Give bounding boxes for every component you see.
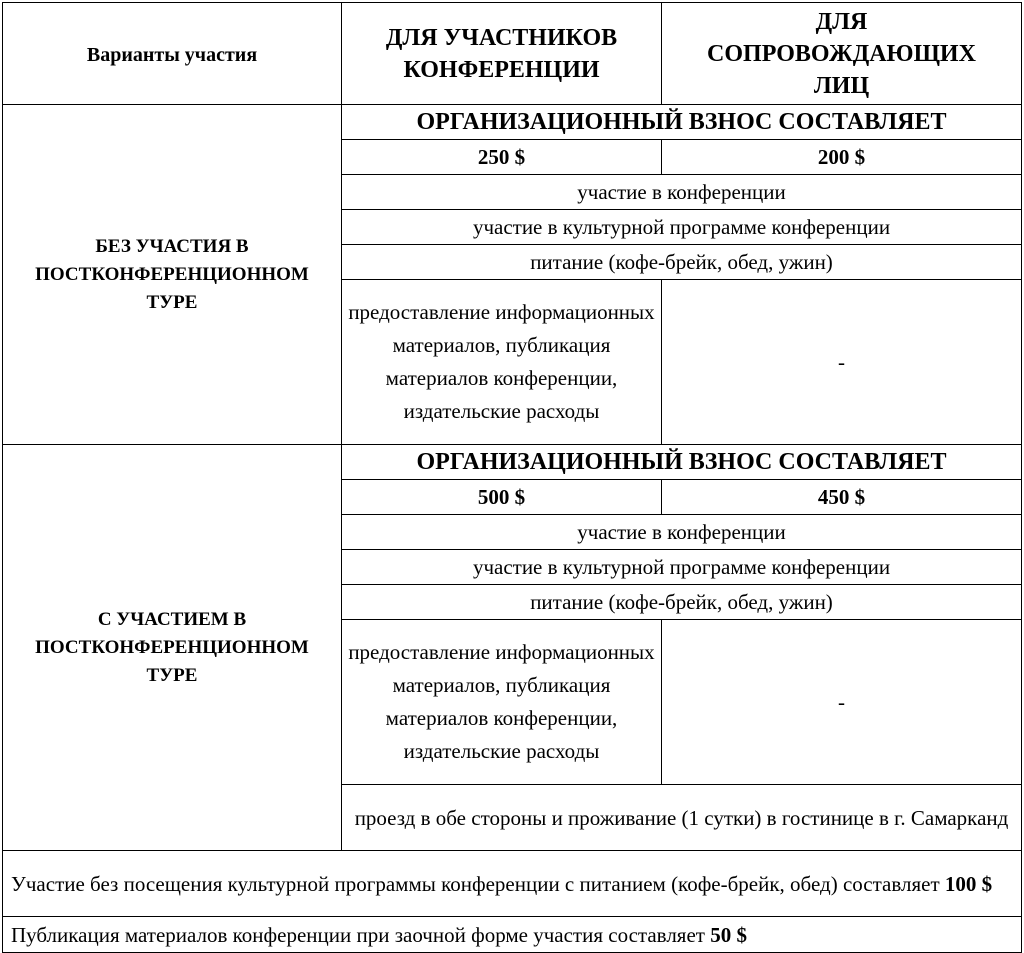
s2-fee-title-row xyxy=(3,445,1022,480)
note1-text: Участие без посещения культурной программы конференции с питанием (кофе-брейк, обед) составляет xyxy=(11,871,945,896)
s2-price-participants: 500 $ xyxy=(342,480,662,515)
s1-item-conference: участие в конференции xyxy=(342,175,1022,210)
s2-option-label: С УЧАСТИЕМ В ПОСТКОНФЕРЕНЦИОННОМ ТУРЕ xyxy=(3,445,342,851)
s1-price-participants: 250 $ xyxy=(342,140,662,175)
s2-item-materials: предоставление информационных материалов, публикация материалов конференции, издательские расходы xyxy=(342,620,662,785)
note2 xyxy=(3,917,1022,953)
header-options: Варианты участия xyxy=(3,3,342,105)
note2-row xyxy=(3,917,1022,953)
fee-table xyxy=(2,2,1022,953)
s2-price-companions: 450 $ xyxy=(662,480,1022,515)
note2-text: Публикация материалов конференции при заочной форме участия составляет xyxy=(11,922,711,947)
header-row xyxy=(3,3,1022,105)
note1-amount: 100 $ xyxy=(944,871,993,896)
note1-row xyxy=(3,851,1022,917)
s1-fee-title: ОРГАНИЗАЦИОННЫЙ ВЗНОС СОСТАВЛЯЕТ xyxy=(342,105,1022,140)
s1-item-materials-companions: - xyxy=(662,280,1022,445)
note1 xyxy=(3,851,1022,917)
s2-fee-title: ОРГАНИЗАЦИОННЫЙ ВЗНОС СОСТАВЛЯЕТ xyxy=(342,445,1022,480)
s1-item-materials: предоставление информационных материалов, публикация материалов конференции, издательские расходы xyxy=(342,280,662,445)
s2-item-cultural: участие в культурной программе конференции xyxy=(342,550,1022,585)
s1-item-cultural: участие в культурной программе конференции xyxy=(342,210,1022,245)
s2-item-food: питание (кофе-брейк, обед, ужин) xyxy=(342,585,1022,620)
s2-item-conference: участие в конференции xyxy=(342,515,1022,550)
note2-amount: 50 $ xyxy=(710,922,747,947)
s2-item-travel: проезд в обе стороны и проживание (1 сутки) в гостинице в г. Самарканд xyxy=(342,785,1022,851)
header-participants: ДЛЯ УЧАСТНИКОВ КОНФЕРЕНЦИИ xyxy=(342,3,662,105)
s1-option-label: БЕЗ УЧАСТИЯ В ПОСТКОНФЕРЕНЦИОННОМ ТУРЕ xyxy=(3,105,342,445)
header-companions: ДЛЯ СОПРОВОЖДАЮЩИХ ЛИЦ xyxy=(662,3,1022,105)
s1-fee-title-row xyxy=(3,105,1022,140)
s2-item-materials-companions: - xyxy=(662,620,1022,785)
s1-price-companions: 200 $ xyxy=(662,140,1022,175)
s1-item-food: питание (кофе-брейк, обед, ужин) xyxy=(342,245,1022,280)
